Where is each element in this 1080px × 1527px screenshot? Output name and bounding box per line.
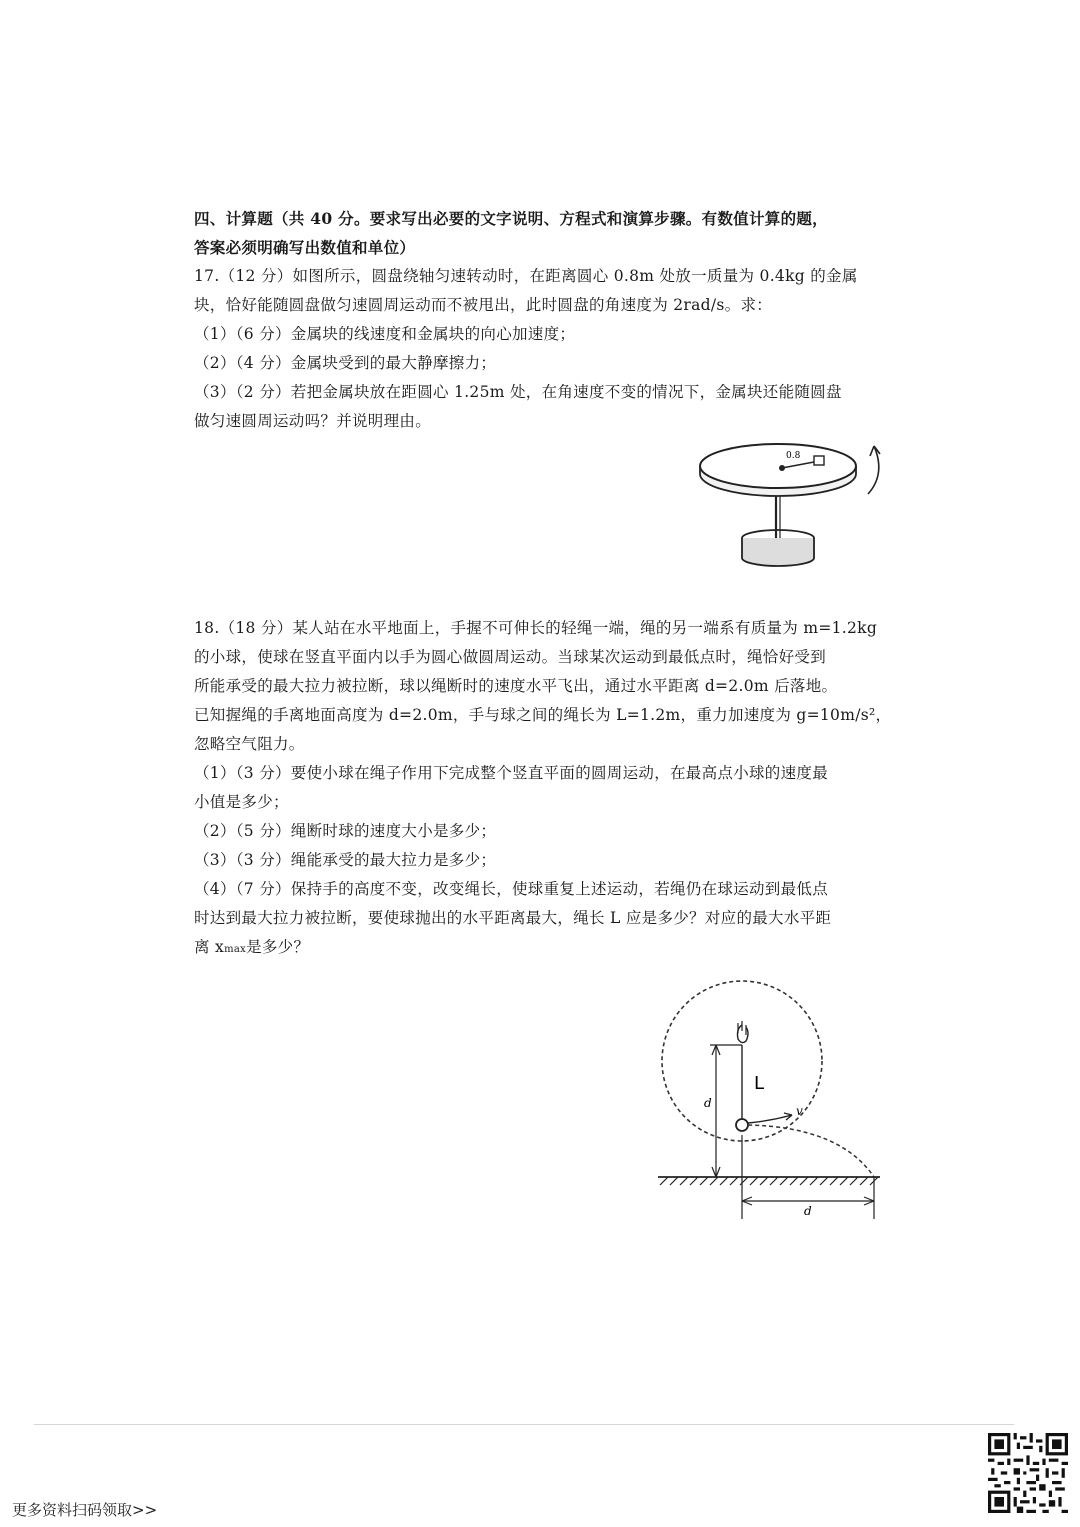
q17-part-1: （1）（6 分）金属块的线速度和金属块的向心加速度； xyxy=(194,325,576,343)
q18-line-5: 忽略空气阻力。 xyxy=(194,735,305,753)
vertical-circle-figure xyxy=(650,975,890,1225)
q18-part-3: （3）（3 分）绳能承受的最大拉力是多少； xyxy=(194,851,497,869)
velocity-label: v xyxy=(796,1104,803,1118)
q18-line-1: 18.（18 分）某人站在水平地面上，手握不可伸长的轻绳一端，绳的另一端系有质量为 m=1.2kg xyxy=(194,619,878,637)
rotating-disk-figure xyxy=(690,432,890,574)
footer-divider xyxy=(34,1424,1014,1425)
x-max-subscript: max xyxy=(224,944,247,955)
rope-length-label: L xyxy=(754,1073,765,1094)
q17-line-2: 块，恰好能随圆盘做匀速圆周运动而不被甩出，此时圆盘的角速度为 2rad/s。求： xyxy=(194,296,773,314)
distance-label: d xyxy=(804,1204,812,1218)
q18-line-4: 已知握绳的手离地面高度为 d=2.0m，手与球之间的绳长为 L=1.2m，重力加速度为 g=10m/s²， xyxy=(194,706,892,724)
height-label: d xyxy=(704,1096,712,1110)
q17-part-3-line-2: 做匀速圆周运动吗？并说明理由。 xyxy=(194,412,432,430)
q18-part-4-line-2: 时达到最大拉力被拉断，要使球抛出的水平距离最大，绳长 L 应是多少？对应的最大水平距 xyxy=(194,909,832,927)
q18-part-2: （2）（5 分）绳断时球的速度大小是多少； xyxy=(194,822,497,840)
q18-part-4-line-3 xyxy=(194,933,894,964)
question-17 xyxy=(194,262,894,436)
heading-line-2: 答案必须明确写出数值和单位） xyxy=(194,238,416,257)
question-18 xyxy=(194,614,894,964)
heading-line-1: 四、计算题（共 40 分。要求写出必要的文字说明、方程式和演算步骤。有数值计算的题， xyxy=(194,209,828,228)
q18-line-2: 的小球，使球在竖直平面内以手为圆心做圆周运动。当球某次运动到最低点时，绳恰好受到 xyxy=(194,648,827,666)
q18-part-1-line-1: （1）（3 分）要使小球在绳子作用下完成整个竖直平面的圆周运动，在最高点小球的速度最 xyxy=(194,764,829,782)
x-max-prefix: 离 x xyxy=(194,938,225,956)
footer-link[interactable]: 更多资料扫码领取>> xyxy=(12,1501,158,1519)
radius-label: 0.8 xyxy=(786,451,801,461)
q17-part-3-line-1: （3）（2 分）若把金属块放在距圆心 1.25m 处，在角速度不变的情况下，金属块还能随圆盘 xyxy=(194,383,842,401)
q17-line-1: 17.（12 分）如图所示，圆盘绕轴匀速转动时，在距离圆心 0.8m 处放一质量为 0.4kg 的金属 xyxy=(194,267,858,285)
q18-part-4-line-1: （4）（7 分）保持手的高度不变，改变绳长，使球重复上述运动，若绳仍在球运动到最低点 xyxy=(194,880,829,898)
qr-code-icon[interactable] xyxy=(988,1433,1068,1513)
x-max-suffix: 是多少？ xyxy=(246,938,310,956)
section-four-heading xyxy=(194,204,894,262)
q17-part-2: （2）（4 分）金属块受到的最大静摩擦力； xyxy=(194,354,497,372)
q18-part-1-line-2: 小值是多少； xyxy=(194,793,289,811)
q18-line-3: 所能承受的最大拉力被拉断，球以绳断时的速度水平飞出，通过水平距离 d=2.0m 后落地。 xyxy=(194,677,838,695)
